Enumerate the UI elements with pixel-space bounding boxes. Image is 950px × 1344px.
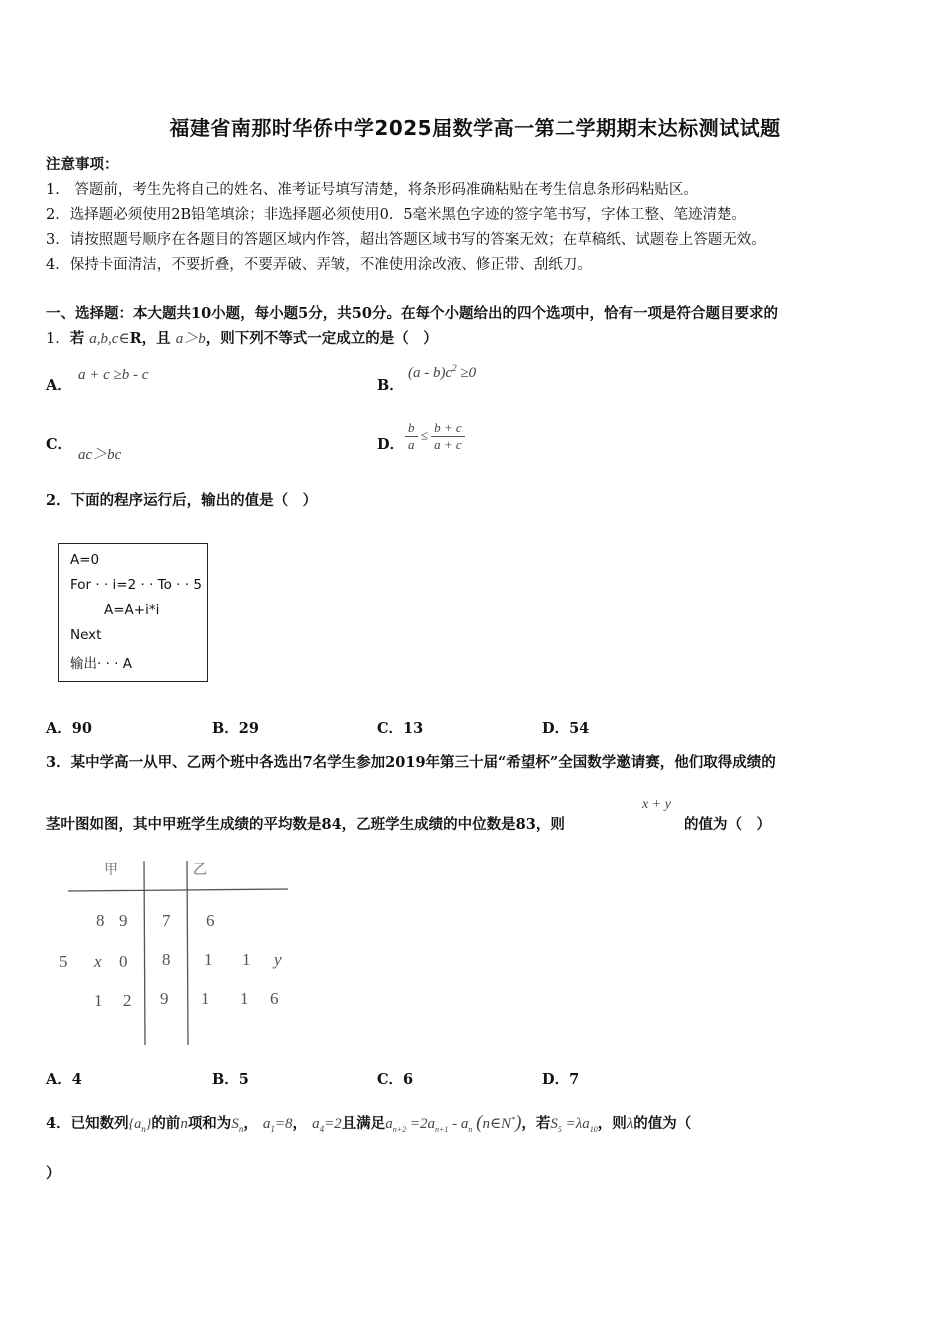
leaf-right: 6 <box>270 989 279 1008</box>
leaf-left: 0 <box>119 952 128 971</box>
option-label: D． <box>377 436 405 453</box>
math-var: S <box>231 1116 239 1132</box>
stem-leaf-plot <box>50 855 300 1050</box>
question-2-stem: 2．下面的程序运行后，输出的值是（ ） <box>46 492 318 509</box>
option-label: C． <box>46 436 73 453</box>
math-sub: 10 <box>589 1125 598 1134</box>
question-number: 1． <box>46 331 70 347</box>
left-divider <box>144 861 145 1045</box>
recurrence-expr: $a_{n+2} =2a_{n+1} - a_n$ (n∈N*) <box>385 1112 522 1134</box>
math-var: a <box>262 1116 271 1132</box>
text-span: 项和为 <box>187 1115 232 1132</box>
text-span: ，则下列不等式一定成立的是（ ） <box>205 330 438 347</box>
code-line: A=A+i*i <box>104 602 160 618</box>
fraction-den: a + c <box>434 437 462 452</box>
page-title: 福建省南那时华侨中学2025届数学高一第二学期期末达标测试试题 <box>169 116 781 140</box>
code-line: For · · i=2 · · To · · 5 <box>70 577 202 593</box>
math-var: a <box>134 1117 142 1132</box>
math-sub: n <box>238 1124 244 1134</box>
math-expr <box>263 1116 293 1132</box>
math-sub: n <box>141 1123 146 1134</box>
math-val: =2 <box>324 1116 342 1132</box>
text-span: 的前 <box>151 1115 181 1132</box>
fraction-den: a <box>408 437 415 452</box>
code-line: 输出· · · A <box>70 656 132 672</box>
notice-item: 1. 答题前，考生先将自己的姓名、准考证号填写清楚，将条形码准确粘贴在考生信息条形码粘贴区。 <box>46 182 698 198</box>
text-span: ，若 <box>521 1115 551 1132</box>
math-expr <box>312 1116 342 1132</box>
header-left: 甲 <box>104 862 118 878</box>
math-part: =λa <box>565 1116 590 1132</box>
notice-item: 2．选择题必须使用2B铅笔填涂；非选择题必须使用0．5毫米黑色字迹的签字笔书写，字体工整、笔迹清楚。 <box>46 207 747 223</box>
right-divider <box>187 861 188 1045</box>
math-rel: ≤ <box>420 427 428 443</box>
math-var: a <box>385 1116 393 1132</box>
sequence-symbol: $\{a_n\}$ <box>128 1117 152 1134</box>
set-symbol: R <box>129 330 142 347</box>
leaf-left: 8 <box>96 911 105 930</box>
math-sub: 1 <box>270 1124 275 1134</box>
text-span: ，且 <box>141 330 171 347</box>
stem-value: 9 <box>160 989 169 1008</box>
code-line: Next <box>70 627 102 643</box>
leaf-right: 1 <box>240 989 249 1008</box>
math-part: n∈N <box>482 1116 512 1132</box>
option-c: C．6 <box>377 1071 414 1088</box>
math-val: =8 <box>274 1116 293 1132</box>
option-d-expr <box>405 420 465 453</box>
leaf-left: 5 <box>59 952 68 971</box>
math-var: n <box>180 1116 188 1132</box>
math-sub: 4 <box>319 1124 325 1134</box>
option-b: B．5 <box>212 1071 249 1088</box>
notice-heading: 注意事项： <box>46 156 119 173</box>
math-var: S <box>550 1116 558 1132</box>
text-span: 4．已知数列 <box>46 1115 129 1132</box>
leaf-left: 1 <box>94 991 103 1010</box>
question-1-stem <box>46 327 438 348</box>
notice-item: 3．请按照题号顺序在各题目的答题区域内作答，超出答题区域书写的答案无效；在草稿纸、试题卷上答题无效。 <box>46 232 766 248</box>
text-span: 若 <box>69 330 85 347</box>
math-sup: 2 <box>452 363 457 373</box>
fraction-num: b <box>405 420 418 437</box>
option-label: A． <box>46 377 72 394</box>
math-var <box>231 1116 243 1132</box>
math-sub: n+2 <box>392 1125 407 1134</box>
leaf-right: 6 <box>206 911 215 930</box>
math-part: - a <box>452 1116 469 1132</box>
math-sub: 5 <box>557 1125 562 1134</box>
math-var: λ <box>626 1116 634 1132</box>
math-sup: * <box>511 1115 516 1124</box>
stem-value: 8 <box>162 950 171 969</box>
option-c-expr: ac＞bc <box>78 447 122 463</box>
leaf-left: 9 <box>119 911 128 930</box>
math-part: ≥0 <box>460 365 477 381</box>
plot-lines <box>50 855 300 1050</box>
option-a: A．4 <box>46 1071 82 1088</box>
option-d: D．7 <box>542 1071 580 1088</box>
header-rule <box>68 889 288 891</box>
stem-value: 7 <box>162 911 171 930</box>
text-span: ，则 <box>597 1115 627 1132</box>
option-c: C．13 <box>377 720 424 737</box>
program-code-box <box>58 543 208 682</box>
question-3-stem-tail: 的值为（ ） <box>684 816 771 833</box>
code-line: A=0 <box>70 552 100 568</box>
math-var: a <box>312 1116 320 1132</box>
fraction-left <box>405 420 418 453</box>
notice-item: 4．保持卡面清洁，不要折叠，不要弄破、弄皱，不准使用涂改液、修正带、刮纸刀。 <box>46 257 592 273</box>
text-span: 且满足 <box>341 1115 386 1132</box>
leaf-right: 1 <box>204 950 213 969</box>
math-expr: a＞b <box>175 331 206 347</box>
section-heading: 一、选择题：本大题共10小题，每小题5分，共50分。在每个小题给出的四个选项中，恰有一项是符合题目要求的 <box>46 305 778 322</box>
question-3-stem-line2: 茎叶图如图，其中甲班学生成绩的平均数是84，乙班学生成绩的中位数是83，则 <box>46 816 565 833</box>
math-part: (a - b)c <box>408 365 453 381</box>
option-b-expr <box>408 363 476 382</box>
option-a: A．90 <box>46 720 92 737</box>
math-expr <box>550 1116 597 1132</box>
math-sub: n <box>468 1125 473 1134</box>
option-d: D．54 <box>542 720 590 737</box>
fraction-num: b + c <box>431 420 465 437</box>
option-b: B．29 <box>212 720 259 737</box>
text-span: 的值为（ <box>633 1115 692 1132</box>
leaf-left: 2 <box>123 991 132 1010</box>
math-sub: n+1 <box>434 1125 449 1134</box>
option-label: B． <box>377 377 404 394</box>
question-4-stem: 4．已知数列$\{a_n\}$的前n项和为$S_n$， $a_1=8$， $a_4=2$且满足$a_{n+2} =2a_{n+1} - a_n$ (n∈N*)，若$S_5 =\lambda a_{10}$，则λ的值为（ <box>46 1112 692 1134</box>
option-a-expr: a + c ≥b - c <box>78 367 149 383</box>
math-expr: a,b,c∈ <box>89 331 130 347</box>
math-part: =2a <box>409 1116 435 1132</box>
leaf-left: x <box>94 952 102 971</box>
question-4-tail: ） <box>46 1165 61 1182</box>
fraction-right <box>431 420 465 453</box>
question-3-stem-line1: 3．某中学高一从甲、乙两个班中各选出7名学生参加2019年第三十届“希望杯”全国数学邀请赛，他们取得成绩的 <box>46 754 776 771</box>
leaf-right: 1 <box>201 989 210 1008</box>
leaf-right: 1 <box>242 950 251 969</box>
leaf-right: y <box>274 950 282 969</box>
math-expr: x + y <box>642 797 671 812</box>
header-right: 乙 <box>193 862 207 878</box>
